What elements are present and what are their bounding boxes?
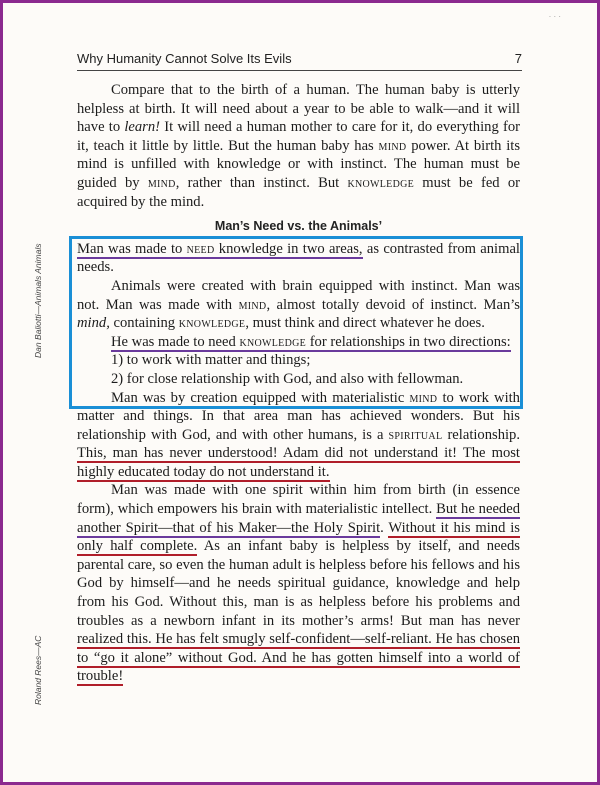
- text-run: Compare that to the birth of a human. The human baby is utterly helpless at birth. It will need about a year to be able to walk—and it will have to: [77, 82, 520, 136]
- book-page: [3, 3, 597, 782]
- underlined-phrase: [77, 241, 363, 259]
- text-run: must be fed or acquired by the mind.: [77, 174, 520, 210]
- paragraph-2: [77, 240, 520, 277]
- text-run: , rather than instinct. But: [175, 174, 348, 191]
- underlined-phrase: This, man has never understood! Adam did not understand it! The most highly educated today do not understand it.: [77, 445, 520, 480]
- text-run: Man was made to: [77, 240, 187, 257]
- small-caps: need: [186, 240, 215, 257]
- body-text: [77, 81, 520, 686]
- list-item-1: 1) to work with matter and things;: [111, 352, 311, 369]
- text-run: , must think and direct whatever he does.: [245, 315, 485, 332]
- paragraph-1: [77, 81, 520, 211]
- text-run: for relationships in two directions:: [306, 333, 511, 350]
- page-number: 7: [514, 51, 522, 66]
- paragraph-6: [77, 481, 520, 686]
- small-caps: mind: [238, 296, 267, 313]
- text-run: As an infant baby is helpless by itself, and needs parental care, so even the human adult is helpless before his fellows and his God by himself—and he needs spiritual guidance, knowledge and help from his God. Without this, man is as helpless before his problems and troubles as a newborn infant in its mother’s arms! But man has never: [77, 538, 520, 629]
- text-run: It will need a human mother to care for it, do everything for it, teach it little by little. But the human baby has: [77, 119, 520, 154]
- header-rule: [77, 70, 522, 71]
- section-heading: Man’s Need vs. the Animals’: [214, 219, 383, 234]
- text-run: .: [380, 519, 389, 536]
- emphasis: learn!: [124, 119, 161, 136]
- small-caps: mind: [147, 174, 176, 191]
- emphasis: mind,: [77, 315, 110, 332]
- paragraph-4: [77, 333, 520, 352]
- text-run: He was made to need: [111, 333, 240, 350]
- text-run: as contrasted from animal needs.: [77, 240, 520, 276]
- small-caps: knowledge: [178, 315, 246, 332]
- small-caps: knowledge: [347, 174, 415, 191]
- underlined-phrase: But he needed another Spirit—that of his Maker—the Holy Spirit: [77, 501, 521, 536]
- underlined-phrase: realized this. He has felt smugly self-confident—self-reliant. He has chosen to “go it alone” without God. And he has gotten himself into a world of trouble!: [77, 631, 520, 685]
- underlined-phrase: [111, 334, 511, 352]
- small-caps: spiritual: [388, 426, 443, 443]
- small-caps: mind: [409, 389, 438, 406]
- underlined-phrase: Without it his mind is only half complete.: [77, 519, 520, 555]
- text-run: Animals were created with brain equipped with instinct. Man was not. Man was made with: [77, 277, 520, 313]
- text-run: relationship.: [442, 426, 520, 443]
- running-title: Why Humanity Cannot Solve Its Evils: [77, 51, 292, 66]
- text-run: containing: [109, 315, 179, 332]
- photo-credit-top: Dan Baliotti—Animals Animals: [33, 243, 43, 358]
- paragraph-5: [77, 389, 520, 482]
- scan-marks: · · ·: [548, 12, 561, 21]
- text-run: to work with matter and things. In that area man has achieved wonders. But his relationship with God, and with other humans, is a: [77, 389, 520, 443]
- text-run: , almost totally devoid of instinct. Man’s: [266, 296, 520, 313]
- photo-credit-bottom: Roland Rees—AC: [33, 635, 43, 705]
- paragraph-3: [77, 277, 520, 333]
- small-caps: mind: [378, 137, 407, 154]
- list-item-2: 2) for close relationship with God, and also with fellowman.: [111, 370, 464, 387]
- small-caps: knowledge: [239, 333, 307, 350]
- text-run: knowledge in two areas,: [214, 240, 363, 257]
- text-run: power. At birth its mind is unfilled with knowledge or with instinct. The human must be guided by: [77, 137, 521, 191]
- text-run: Man was by creation equipped with materialistic: [111, 389, 410, 406]
- text-run: Man was made with one spirit within him from birth (in essence form), which empowers his brain with materialistic intellect.: [77, 482, 520, 518]
